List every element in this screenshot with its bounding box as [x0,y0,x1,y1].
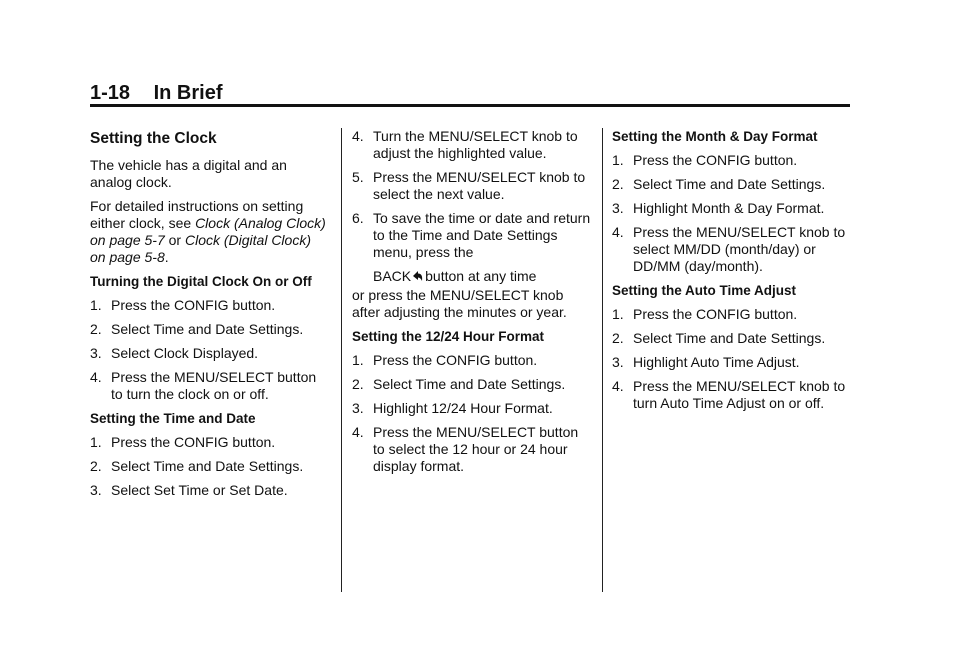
back-button-line [373,268,592,285]
step-text: Select Time and Date Settings. [633,176,826,192]
list-item [90,458,330,475]
list-item [90,369,330,403]
step-text: Highlight Auto Time Adjust. [633,354,800,370]
back-after: button at any time [425,268,537,284]
step-text: Press the CONFIG button. [633,152,798,168]
step-number: 3. [90,482,102,498]
step-text: Press the CONFIG button. [111,297,276,313]
intro-paragraph: The vehicle has a digital and an analog clock. [90,157,287,190]
list-item [352,424,592,475]
list-item [90,297,330,314]
step-number: 2. [352,376,364,392]
list-item [612,306,852,323]
step-text: Highlight 12/24 Hour Format. [373,400,553,416]
page-header [90,82,850,105]
column-1 [90,128,330,506]
list-item [90,434,330,451]
step-text: Select Time and Date Settings. [373,376,566,392]
step-number: 1. [612,152,624,168]
step-number: 1. [352,352,364,368]
subheading-auto-time: Setting the Auto Time Adjust [612,283,796,298]
list-item [352,128,592,162]
step-text: Press the CONFIG button. [633,306,798,322]
subheading-month-day: Setting the Month & Day Format [612,129,818,144]
reference-lead: For detailed instructions on setting either clock, see [90,198,304,231]
header-rule [90,104,850,107]
step-text: Highlight Month & Day Format. [633,200,825,216]
section-title: In Brief [153,82,223,104]
list-item [352,352,592,369]
step-number: 2. [90,458,102,474]
list-item [352,210,592,261]
list-item [352,169,592,203]
subheading-12-24: Setting the 12/24 Hour Format [352,329,545,344]
section-heading: Setting the Clock [90,130,217,147]
list-item [90,321,330,338]
step-text: Press the MENU/SELECT button to select the 12 hour or 24 hour display format. [373,424,579,474]
step-text: Press the MENU/SELECT knob to turn Auto Time Adjust on or off. [633,378,846,411]
list-item [352,376,592,393]
list-item [612,378,852,412]
column-divider-2 [602,128,603,592]
step-number: 5. [352,169,364,185]
list-item [612,354,852,371]
step-6-continuation: or press the MENU/SELECT knob after adjusting the minutes or year. [352,287,567,320]
reference-end: . [164,249,169,265]
list-item [612,176,852,193]
step-text: Select Time and Date Settings. [111,321,304,337]
step-number: 1. [90,297,102,313]
step-number: 3. [352,400,364,416]
step-text: Select Set Time or Set Date. [111,482,288,498]
list-item [612,200,852,217]
step-number: 4. [612,224,624,240]
step-text: To save the time or date and return to the Time and Date Settings menu, press the [373,210,591,260]
step-text: Press the MENU/SELECT knob to select the next value. [373,169,586,202]
subheading-clock-on-off: Turning the Digital Clock On or Off [90,274,312,289]
list-item [612,152,852,169]
step-number: 4. [352,128,364,144]
step-text: Select Time and Date Settings. [633,330,826,346]
back-label: BACK [373,268,412,284]
step-number: 3. [90,345,102,361]
list-item [90,482,330,499]
back-arrow-icon [412,269,423,281]
list-item [612,224,852,275]
list-item [612,330,852,347]
reference-or: or [164,232,185,248]
step-number: 2. [612,176,624,192]
reference-link-digital[interactable]: Clock (Digital Clock) on page 5‑8 [90,232,311,265]
step-text: Select Clock Displayed. [111,345,259,361]
step-text: Press the CONFIG button. [111,434,276,450]
page-number: 1-18 [90,82,131,104]
reference-paragraph [90,198,330,266]
step-number: 4. [90,369,102,385]
list-item [90,345,330,362]
subheading-time-date: Setting the Time and Date [90,411,256,426]
column-2 [352,128,592,482]
step-text: Press the MENU/SELECT knob to select MM/DD (month/day) or DD/MM (day/month). [633,224,846,274]
column-3 [612,128,852,419]
step-number: 6. [352,210,364,226]
step-number: 2. [90,321,102,337]
step-number: 4. [352,424,364,440]
step-number: 2. [612,330,624,346]
step-number: 3. [612,354,624,370]
list-item [352,400,592,417]
step-number: 1. [612,306,624,322]
step-text: Turn the MENU/SELECT knob to adjust the highlighted value. [373,128,578,161]
step-text: Press the MENU/SELECT button to turn the clock on or off. [111,369,317,402]
step-text: Press the CONFIG button. [373,352,538,368]
step-number: 3. [612,200,624,216]
step-number: 4. [612,378,624,394]
column-divider-1 [341,128,342,592]
reference-link-analog[interactable]: Clock (Analog Clock) on page 5‑7 [90,215,326,248]
step-text: Select Time and Date Settings. [111,458,304,474]
step-number: 1. [90,434,102,450]
